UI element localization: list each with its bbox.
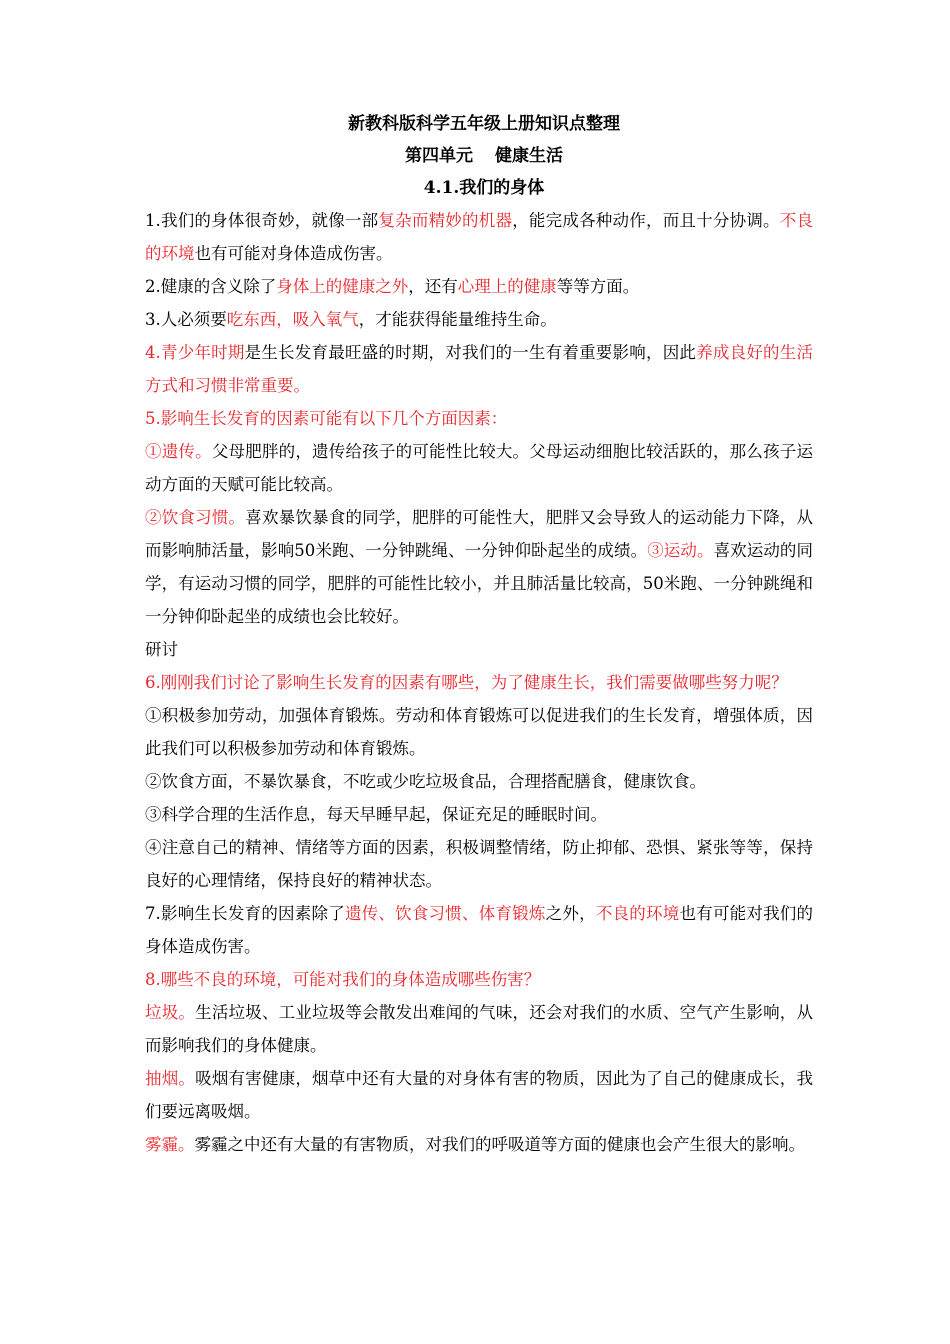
body-text: 之外，: [545, 904, 596, 923]
highlighted-text: 复杂而精妙的机器: [378, 211, 513, 230]
highlighted-text: 6.刚刚我们讨论了影响生长发育的因素有哪些，为了健康生长，我们需要做哪些努力呢？: [145, 673, 788, 692]
body-text: 7.影响生长发育的因素除了: [145, 904, 345, 923]
body-text: ，才能获得能量维持生命。: [358, 310, 557, 329]
unit-label: 第四单元: [405, 146, 473, 166]
paragraph-3: [145, 303, 813, 336]
paragraph-5: [145, 402, 813, 435]
body-text: 父母肥胖的，遗传给孩子的可能性比较大。父母运动细胞比较活跃的，那么孩子运动方面的天赋可能比较高。: [145, 442, 814, 494]
highlighted-text: 8.哪些不良的环境，可能对我们的身体造成哪些伤害？: [145, 970, 541, 989]
paragraph-2: [145, 270, 813, 303]
highlighted-text: 养成良好的生活方式和习惯非常重要。: [145, 343, 814, 395]
highlighted-text: 5.影响生长发育的因素可能有以下几个方面因素：: [145, 409, 508, 428]
highlighted-text: 遗传、饮食习惯、体育锻炼: [344, 904, 546, 923]
body-text: ①积极参加劳动，加强体育锻炼。劳动和体育锻炼可以促进我们的生长发育，增强体质，因此我们可以积极参加劳动和体育锻炼。: [145, 706, 813, 758]
unit-heading: [155, 140, 813, 172]
paragraph-14: [145, 897, 813, 963]
paragraph-11: [145, 765, 813, 798]
body-text: 也有可能对身体造成伤害。: [194, 244, 393, 263]
lesson-title: 4.1.我们的身体: [423, 178, 545, 198]
paragraph-15: [145, 963, 813, 996]
highlighted-text: ③运动。: [647, 541, 714, 560]
body-text: 等等方面。: [556, 277, 640, 296]
body-text: 1.我们的身体很奇妙，就像一部: [145, 211, 379, 230]
paragraph-9: [145, 666, 813, 699]
body-text: ④注意自己的精神、情绪等方面的因素，积极调整情绪，防止抑郁、恐惧、紧张等等，保持良好的心理情绪，保持良好的精神状态。: [145, 838, 813, 890]
paragraph-1: [145, 204, 813, 270]
lesson-heading: [155, 172, 813, 204]
document-title: [155, 108, 813, 140]
body-text: 喜欢运动的同学，有运动习惯的同学，肥胖的可能性比较小，并且肺活量比较高，50米跑、一分钟跳绳和一分钟仰卧起坐的成绩也会比较好。: [145, 541, 814, 626]
highlighted-text: 吃东西，吸入氧气: [226, 310, 359, 329]
document-page: [145, 108, 813, 1161]
highlighted-text: 身体上的健康之外: [276, 277, 409, 296]
body-text: 也有可能对我们的身体造成伤害。: [145, 904, 814, 956]
body-text: 喜欢暴饮暴食的同学，肥胖的可能性大，肥胖又会导致人的运动能力下降，从而影响肺活量，影响50米跑、一分钟跳绳、一分钟仰卧起坐的成绩。: [145, 508, 814, 560]
unit-name: 健康生活: [495, 146, 563, 166]
paragraph-4: [145, 336, 813, 402]
document-body: [145, 204, 813, 1161]
body-text: ②饮食方面，不暴饮暴食，不吃或少吃垃圾食品，合理搭配膳食，健康饮食。: [145, 772, 706, 791]
paragraph-10: [145, 699, 813, 765]
highlighted-text: 4.青少年时期: [145, 343, 245, 362]
highlighted-text: ①遗传。: [145, 442, 212, 461]
document-title-text: 新教科版科学五年级上册知识点整理: [348, 114, 620, 134]
body-text: 研讨: [145, 640, 178, 659]
paragraph-7: [145, 501, 813, 633]
body-text: ③科学合理的生活作息，每天早睡早起，保证充足的睡眠时间。: [145, 805, 607, 824]
paragraph-17: [145, 1062, 813, 1128]
paragraph-8: [145, 633, 813, 666]
body-text: ，还有: [408, 277, 458, 296]
body-text: 雾霾之中还有大量的有害物质，对我们的呼吸道等方面的健康也会产生很大的影响。: [194, 1135, 805, 1154]
highlighted-text: 雾霾。: [145, 1135, 195, 1154]
paragraph-16: [145, 996, 813, 1062]
highlighted-text: 不良的环境: [595, 904, 680, 923]
body-text: 2.健康的含义除了: [145, 277, 277, 296]
body-text: ，能完成各种动作，而且十分协调。: [512, 211, 780, 230]
highlighted-text: 抽烟。: [145, 1069, 196, 1088]
paragraph-18: [145, 1128, 813, 1161]
body-text: 生活垃圾、工业垃圾等会散发出难闻的气味，还会对我们的水质、空气产生影响，从而影响我们的身体健康。: [145, 1003, 814, 1055]
paragraph-12: [145, 798, 813, 831]
highlighted-text: 心理上的健康: [457, 277, 557, 296]
highlighted-text: ②饮食习惯。: [145, 508, 246, 527]
body-text: 吸烟有害健康，烟草中还有大量的对身体有害的物质，因此为了自己的健康成长，我们要远离吸烟。: [145, 1069, 814, 1121]
highlighted-text: 不良的环境: [145, 211, 814, 263]
highlighted-text: 垃圾。: [145, 1003, 196, 1022]
body-text: 是生长发育最旺盛的时期，对我们的一生有着重要影响，因此: [244, 343, 697, 362]
body-text: 3.人必须要: [145, 310, 227, 329]
paragraph-6: [145, 435, 813, 501]
paragraph-13: [145, 831, 813, 897]
